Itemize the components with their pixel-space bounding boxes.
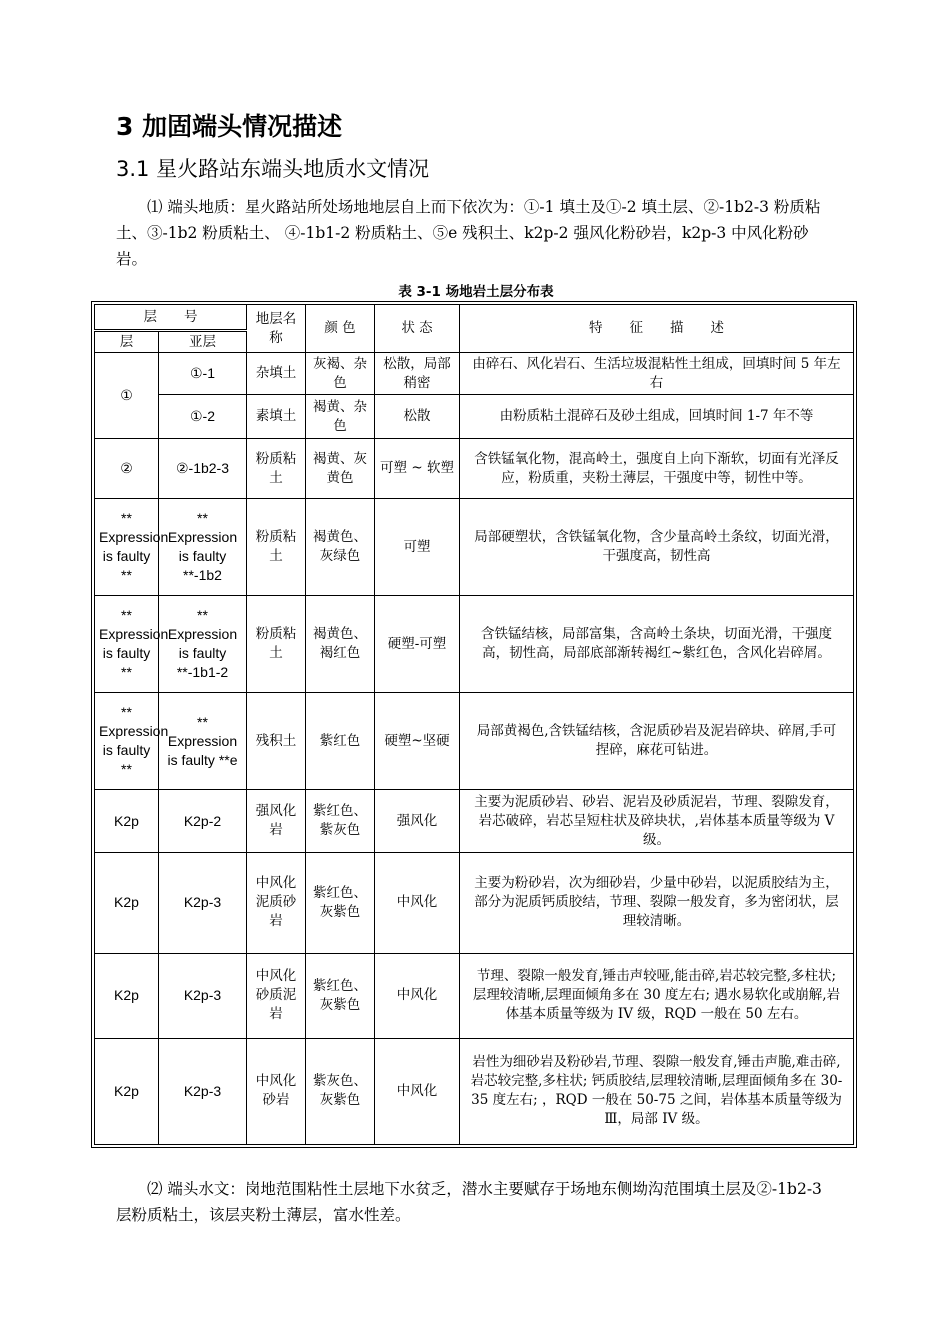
cell-name: 素填土	[247, 395, 306, 439]
cell-name: 粉质粘土	[247, 596, 306, 693]
cell-state: 强风化	[375, 790, 460, 852]
header-layer: 层	[95, 331, 159, 353]
table-row	[95, 439, 854, 499]
section-heading: 3 加固端头情况描述	[116, 112, 343, 141]
table-row	[95, 499, 854, 596]
table-row	[95, 790, 854, 852]
cell-layer: ②	[95, 439, 159, 499]
cell-color: 紫红色、紫灰色	[306, 790, 375, 852]
table-caption: 表 3-1 场地岩土层分布表	[398, 284, 554, 300]
geology-paragraph: ⑴ 端头地质：星火路站所处场地地层自上而下依次为：①-1 填土及①-2 填土层、②-1b2-3 粉质粘土、③-1b2 粉质粘土、 ④-1b1-2 粉质粘土、⑤e 残积土、k2p-2 强风化粉砂岩，k2p-3 中风化粉砂岩。	[116, 198, 821, 268]
cell-color: 灰褐、杂色	[306, 353, 375, 395]
cell-name: 中风化砂质泥岩	[247, 953, 306, 1038]
cell-layer: ** Expression is faulty **	[95, 596, 159, 693]
header-color: 颜 色	[306, 305, 375, 353]
hydrology-paragraph: ⑵ 端头水文：岗地范围粘性土层地下水贫乏，潜水主要赋存于场地东侧坳沟范围填土层及②-1b2-3 层粉质粘土，该层夹粉土薄层，富水性差。	[116, 1180, 822, 1224]
cell-layer: ①	[95, 353, 159, 439]
cell-sublayer: ** Expression is faulty **e	[159, 693, 247, 790]
cell-state: 松散	[375, 395, 460, 439]
cell-desc: 节理、裂隙一般发育,锤击声较哑,能击碎,岩芯较完整,多柱状; 层理较清晰,层理面倾角多在 30 度左右; 遇水易软化或崩解,岩体基本质量等级为 IV 级，RQD 一般在 50 左右。	[460, 953, 854, 1038]
cell-name: 杂填土	[247, 353, 306, 395]
cell-layer: K2p	[95, 790, 159, 852]
cell-state: 可塑 ~ 软塑	[375, 439, 460, 499]
cell-sublayer: ①-1	[159, 353, 247, 395]
table-row	[95, 953, 854, 1038]
table-row	[95, 596, 854, 693]
cell-name: 粉质粘土	[247, 499, 306, 596]
cell-state: 中风化	[375, 1038, 460, 1144]
cell-desc: 主要为粉砂岩，次为细砂岩，少量中砂岩，以泥质胶结为主，部分为泥质钙质胶结，节理、裂隙一般发育，多为密闭状，层理较清晰。	[460, 852, 854, 953]
cell-color: 褐黄、灰黄色	[306, 439, 375, 499]
table-row	[95, 852, 854, 953]
table-row	[95, 1038, 854, 1144]
cell-name: 中风化泥质砂岩	[247, 852, 306, 953]
header-state: 状 态	[375, 305, 460, 353]
cell-sublayer: ①-2	[159, 395, 247, 439]
header-name: 地层名称	[247, 305, 306, 353]
cell-desc: 由碎石、风化岩石、生活垃圾混粘性土组成，回填时间 5 年左右	[460, 353, 854, 395]
cell-state: 硬塑~坚硬	[375, 693, 460, 790]
strata-table-frame	[91, 301, 857, 1148]
cell-state: 中风化	[375, 953, 460, 1038]
header-layer-no: 层 号	[95, 305, 247, 331]
cell-name: 残积土	[247, 693, 306, 790]
table-row	[95, 353, 854, 395]
cell-layer: K2p	[95, 953, 159, 1038]
cell-sublayer: ** Expression is faulty **-1b2	[159, 499, 247, 596]
cell-desc: 含铁锰氧化物，混高岭土，强度自上向下渐软，切面有光泽反应，粉质重，夹粉土薄层，干强度中等，韧性中等。	[460, 439, 854, 499]
cell-color: 紫灰色、灰紫色	[306, 1038, 375, 1144]
table-row	[95, 693, 854, 790]
header-sublayer: 亚层	[159, 331, 247, 353]
cell-desc: 局部硬塑状，含铁锰氧化物，含少量高岭土条纹，切面光滑，干强度高，韧性高	[460, 499, 854, 596]
subsection-heading: 3.1 星火路站东端头地质水文情况	[116, 157, 430, 181]
cell-color: 紫红色、灰紫色	[306, 852, 375, 953]
cell-name: 强风化岩	[247, 790, 306, 852]
table-row	[95, 395, 854, 439]
header-desc: 特 征 描 述	[460, 305, 854, 353]
cell-sublayer: K2p-3	[159, 1038, 247, 1144]
cell-sublayer: ** Expression is faulty **-1b1-2	[159, 596, 247, 693]
cell-sublayer: K2p-2	[159, 790, 247, 852]
cell-layer: ** Expression is faulty **	[95, 693, 159, 790]
cell-sublayer: ②-1b2-3	[159, 439, 247, 499]
cell-state: 硬塑-可塑	[375, 596, 460, 693]
cell-sublayer: K2p-3	[159, 852, 247, 953]
strata-table	[94, 304, 854, 1145]
cell-state: 中风化	[375, 852, 460, 953]
cell-desc: 含铁锰结核，局部富集，含高岭土条块，切面光滑，干强度高，韧性高，局部底部渐转褐红~紫红色，含风化岩碎屑。	[460, 596, 854, 693]
cell-color: 紫红色、灰紫色	[306, 953, 375, 1038]
cell-name: 中风化砂岩	[247, 1038, 306, 1144]
cell-sublayer: K2p-3	[159, 953, 247, 1038]
cell-desc: 岩性为细砂岩及粉砂岩,节理、裂隙一般发育,锤击声脆,难击碎,岩芯较完整,多柱状; 钙质胶结,层理较清晰,层理面倾角多在 30-35 度左右; ，RQD 一般在 50-75 之间，岩体基本质量等级为Ⅲ，局部 IV 级。	[460, 1038, 854, 1144]
cell-color: 褐黄色、灰绿色	[306, 499, 375, 596]
cell-name: 粉质粘土	[247, 439, 306, 499]
cell-color: 褐黄、杂色	[306, 395, 375, 439]
cell-state: 可塑	[375, 499, 460, 596]
cell-layer: K2p	[95, 852, 159, 953]
table-header-row	[95, 305, 854, 331]
cell-color: 褐黄色、褐红色	[306, 596, 375, 693]
cell-layer: ** Expression is faulty **	[95, 499, 159, 596]
cell-desc: 主要为泥质砂岩、砂岩、泥岩及砂质泥岩，节理、裂隙发育，岩芯破碎，岩芯呈短柱状及碎块状，,岩体基本质量等级为 V 级。	[460, 790, 854, 852]
cell-desc: 由粉质粘土混碎石及砂土组成，回填时间 1-7 年不等	[460, 395, 854, 439]
cell-color: 紫红色	[306, 693, 375, 790]
cell-layer: K2p	[95, 1038, 159, 1144]
cell-desc: 局部黄褐色,含铁锰结核，含泥质砂岩及泥岩碎块、碎屑,手可捏碎，麻花可钻进。	[460, 693, 854, 790]
cell-state: 松散，局部稍密	[375, 353, 460, 395]
